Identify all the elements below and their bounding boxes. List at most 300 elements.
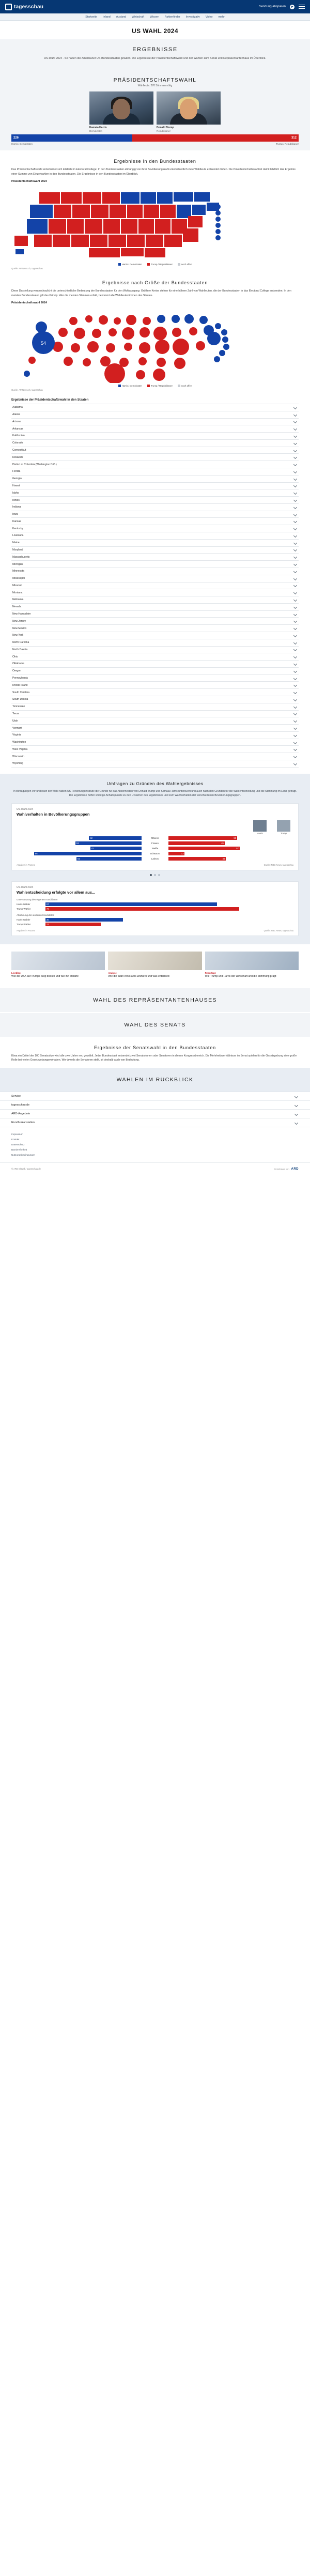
chevron-down-icon xyxy=(293,541,297,545)
footer-section-label: Service xyxy=(11,1095,21,1098)
chevron-down-icon xyxy=(293,705,297,709)
chevron-down-icon xyxy=(293,747,297,751)
chevron-down-icon xyxy=(293,427,297,431)
bar-harris-value: 52 xyxy=(76,857,142,861)
chevron-down-icon xyxy=(293,577,297,580)
row-category: Männer xyxy=(151,837,159,840)
band-house-of-representatives[interactable]: WAHL DES REPRÄSENTANTENHAUSES xyxy=(0,988,310,1012)
chevron-down-icon xyxy=(293,712,297,715)
chevron-down-icon xyxy=(293,619,297,623)
state-label: Nevada xyxy=(12,605,22,609)
chevron-down-icon xyxy=(293,755,297,758)
chevron-down-icon xyxy=(293,648,297,651)
row-label: Trump-Wähler xyxy=(17,908,31,911)
state-row-29[interactable] xyxy=(11,611,299,618)
state-label: Maryland xyxy=(12,548,23,551)
chevron-down-icon xyxy=(293,555,297,559)
state-row-32[interactable] xyxy=(11,632,299,639)
chevron-down-icon xyxy=(293,513,297,516)
state-row-24[interactable] xyxy=(11,575,299,582)
state-label: Missouri xyxy=(12,584,22,587)
chevron-down-icon xyxy=(293,598,297,602)
carousel-dot-1[interactable] xyxy=(154,874,156,876)
survey-row-3 xyxy=(17,852,293,855)
chevron-down-icon xyxy=(293,584,297,587)
tagesschau-mark-icon xyxy=(5,4,12,10)
state-label: Ohio xyxy=(12,655,18,658)
nav-item-1[interactable]: Inland xyxy=(103,15,111,19)
state-label: Delaware xyxy=(12,455,24,459)
chevron-down-icon xyxy=(293,662,297,666)
reason-row-1 xyxy=(17,907,293,911)
state-row-39[interactable] xyxy=(11,682,299,689)
chevron-down-icon xyxy=(293,591,297,594)
state-row-25[interactable] xyxy=(11,582,299,590)
electoral-bar-harris: 226 xyxy=(11,134,132,142)
chevron-down-icon xyxy=(293,726,297,730)
mini-photo-harris xyxy=(253,820,267,832)
electoral-bar-caption xyxy=(0,142,310,150)
copyright-text: © ARD-aktuell / tagesschau.de xyxy=(11,1168,41,1171)
page-title: US WAHL 2024 xyxy=(132,27,178,35)
footer-section-0[interactable] xyxy=(0,1092,310,1101)
state-label: Hawaii xyxy=(12,484,21,487)
state-row-27[interactable] xyxy=(11,596,299,604)
us-bubble-svg xyxy=(11,305,299,383)
chevron-down-icon xyxy=(293,548,297,551)
state-results-heading: Ergebnisse in den Bundesstaaten xyxy=(114,158,196,164)
chevron-down-icon xyxy=(293,498,297,502)
row-value: 67 xyxy=(45,902,217,906)
state-row-11[interactable] xyxy=(11,483,299,490)
bar-trump-value: 55 xyxy=(168,836,237,840)
legend-open: noch offen xyxy=(178,263,192,266)
state-row-30[interactable] xyxy=(11,618,299,625)
state-label: Massachusetts xyxy=(12,555,30,559)
page-root xyxy=(0,0,310,1178)
state-row-15[interactable] xyxy=(11,511,299,518)
candidate-harris xyxy=(89,91,153,132)
card-foot-right: Quelle: NBC News, tagesschau xyxy=(264,929,293,932)
teaser-image xyxy=(108,952,202,970)
footer-link-4[interactable]: Nutzungsbedingungen xyxy=(11,1153,35,1156)
state-label: Tennessee xyxy=(12,705,25,709)
candidate-trump xyxy=(157,91,221,132)
state-row-3[interactable] xyxy=(11,425,299,433)
state-row-22[interactable] xyxy=(11,561,299,568)
footer-accordion xyxy=(0,1092,310,1127)
row-value: 76 xyxy=(45,907,239,911)
us-choropleth-map[interactable] xyxy=(11,184,299,262)
carousel-dot-2[interactable] xyxy=(158,874,160,876)
state-label: Washington xyxy=(12,741,26,744)
chevron-down-icon xyxy=(293,441,297,445)
chevron-down-icon xyxy=(293,562,297,566)
states-list-title: Ergebnisse der Präsidentschaftswahl in den Staaten xyxy=(11,398,89,402)
state-row-28[interactable] xyxy=(11,604,299,611)
teaser-text: Wie Trump und Harris der Wirtschaft und die Stimmung prägt xyxy=(205,975,276,978)
chevron-down-icon xyxy=(293,519,297,523)
chevron-down-icon xyxy=(295,1103,298,1107)
nav-item-3[interactable]: Wirtschaft xyxy=(132,15,145,19)
bar-harris-value: 42 xyxy=(89,836,142,840)
chevron-down-icon xyxy=(293,634,297,637)
bar-trump-value: 46 xyxy=(168,857,226,861)
state-label: Michigan xyxy=(12,562,23,566)
card-kicker: US-Wahl 2024 xyxy=(17,808,34,811)
state-row-36[interactable] xyxy=(11,661,299,668)
footer-section-2[interactable] xyxy=(0,1110,310,1118)
state-row-8[interactable] xyxy=(11,461,299,468)
state-row-13[interactable] xyxy=(11,497,299,504)
candidate-name-harris: Kamala Harris xyxy=(89,126,107,129)
nav-item-2[interactable]: Ausland xyxy=(116,15,127,19)
chevron-down-icon xyxy=(293,698,297,701)
chevron-down-icon xyxy=(293,505,297,509)
candidate-name-trump: Donald Trump xyxy=(157,126,174,129)
state-label: Mississippi xyxy=(12,577,25,580)
row-category: Latinos xyxy=(151,857,159,861)
state-row-26[interactable] xyxy=(11,589,299,596)
chevron-down-icon xyxy=(293,455,297,459)
legend-trump: Trump / Republikaner xyxy=(147,263,173,266)
state-row-4[interactable] xyxy=(11,433,299,440)
size-results-section xyxy=(0,272,310,393)
card-foot-left: Angaben in Prozent xyxy=(17,929,35,932)
chevron-down-icon xyxy=(293,484,297,487)
state-row-12[interactable] xyxy=(11,489,299,497)
state-label: Alaska xyxy=(12,413,21,417)
row-value: 30 xyxy=(45,918,123,922)
footer-link-0[interactable]: Impressum xyxy=(11,1132,23,1136)
footer-link-1[interactable]: Kontakt xyxy=(11,1138,20,1141)
chevron-down-icon xyxy=(293,683,297,687)
mini-photo-trump xyxy=(277,820,290,832)
row-category: Frauen xyxy=(151,842,159,845)
state-row-38[interactable] xyxy=(11,675,299,682)
survey-row-1 xyxy=(17,841,293,845)
bar-trump-value: 45 xyxy=(168,841,225,845)
card-footer xyxy=(17,864,293,866)
chevron-down-icon xyxy=(293,470,297,473)
footer-section-1[interactable] xyxy=(0,1101,310,1110)
senate-section xyxy=(0,1037,310,1068)
state-label: Illinois xyxy=(12,498,20,502)
chevron-down-icon xyxy=(295,1095,298,1098)
state-row-37[interactable] xyxy=(11,668,299,675)
state-label: Arkansas xyxy=(12,427,23,431)
row-label: Harris-Wähler xyxy=(17,918,30,921)
bubble-legend-open: noch offen xyxy=(178,385,192,387)
state-row-23[interactable] xyxy=(11,568,299,575)
carousel-dot-0[interactable] xyxy=(150,874,152,876)
footer-link-2[interactable]: Datenschutz xyxy=(11,1143,25,1146)
reason-row-0 xyxy=(17,902,293,906)
state-label: South Dakota xyxy=(12,698,28,701)
state-row-16[interactable] xyxy=(11,518,299,525)
size-results-heading: Ergebnisse nach Größe der Bundesstaaten xyxy=(102,280,208,285)
play-broadcast-label[interactable]: Sendung abspielen xyxy=(259,5,286,8)
state-label: Iowa xyxy=(12,513,18,516)
state-row-21[interactable] xyxy=(11,554,299,561)
bar-harris-value: 86 xyxy=(34,852,142,855)
state-label: Indiana xyxy=(12,505,21,509)
state-row-50[interactable] xyxy=(11,760,299,768)
state-label: Georgia xyxy=(12,477,22,481)
state-row-34[interactable] xyxy=(11,647,299,654)
teaser-image xyxy=(205,952,299,970)
row-label: Trump-Wähler xyxy=(17,923,31,926)
state-row-31[interactable] xyxy=(11,625,299,632)
state-label: Idaho xyxy=(12,491,19,495)
state-row-6[interactable] xyxy=(11,447,299,454)
state-label: Kalifornien xyxy=(12,434,25,438)
bar-trump-value: 13 xyxy=(168,852,184,855)
row-category: Schwarze xyxy=(150,852,160,855)
state-row-0[interactable] xyxy=(11,404,299,411)
ard-attribution xyxy=(274,1167,299,1171)
chevron-down-icon xyxy=(293,449,297,452)
state-row-2[interactable] xyxy=(11,419,299,426)
state-row-20[interactable] xyxy=(11,547,299,554)
play-icon[interactable] xyxy=(290,5,295,9)
footer-section-label: ARD-Angebote xyxy=(11,1112,30,1116)
state-row-14[interactable] xyxy=(11,504,299,511)
state-label: Texas xyxy=(12,712,20,715)
chevron-down-icon xyxy=(293,534,297,538)
card-candidate-heads xyxy=(17,820,293,835)
us-bubble-map[interactable] xyxy=(11,305,299,383)
presidential-section xyxy=(0,70,310,150)
surveys-text: In Befragungen vor und nach der Wahl haben US-Forschungsinstitute die Gründe für das Abschneiden von Donald Trump und Kamala Harris untersucht und auch nach den Gründen für die Wahlentscheidung und die Stimmung im Land gefragt. Die Ergebnisse helfen wichtige Anhaltspunkte zu den Ursachen des Ergebnisses und zum Wahlverhalten der verschiedenen Bevölkerungsgruppen. xyxy=(13,789,297,798)
chevron-down-icon xyxy=(293,612,297,616)
state-row-18[interactable] xyxy=(11,532,299,540)
state-label: New Mexico xyxy=(12,626,27,630)
state-label: Rhode Island xyxy=(12,683,28,687)
teaser-row xyxy=(0,944,310,987)
top-bar-actions xyxy=(259,5,305,9)
card-title: Wahlentscheidung erfolgte vor allem aus... xyxy=(17,890,96,895)
map-legend xyxy=(11,262,299,266)
presidential-heading: PRÄSIDENTSCHAFTSWAHL xyxy=(113,77,197,83)
card-footer xyxy=(17,929,293,932)
ard-pre-label: Gemeinsam von xyxy=(274,1168,289,1171)
svg-text:54: 54 xyxy=(40,340,47,346)
bar-trump-value: 57 xyxy=(168,847,240,850)
bubble-legend-harris: Harris / Demokraten xyxy=(118,385,142,387)
state-label: Kentucky xyxy=(12,527,23,530)
nav-item-0[interactable]: Startseite xyxy=(85,15,97,19)
reason-row-2 xyxy=(17,918,293,922)
state-row-19[interactable] xyxy=(11,540,299,547)
footer-section-label: tagesschau.de xyxy=(11,1103,30,1107)
group2-label: Ablehnung des anderen Kandidaten xyxy=(17,914,55,917)
bubble-source: Quelle: AP/News.ch, tagesschau xyxy=(11,388,43,391)
card-title: Wahlverhalten in Bevölkerungsgruppen xyxy=(17,812,90,817)
candidate-photo-trump xyxy=(157,91,221,125)
chevron-down-icon xyxy=(293,762,297,765)
state-label: Vermont xyxy=(12,726,22,730)
state-label: New York xyxy=(12,634,24,637)
state-label: Utah xyxy=(12,719,18,723)
mini-head-harris xyxy=(253,820,267,835)
chevron-down-icon xyxy=(293,434,297,438)
state-label: Oregon xyxy=(12,669,21,673)
state-row-45[interactable] xyxy=(11,725,299,732)
survey-card-reason xyxy=(11,881,299,936)
state-row-9[interactable] xyxy=(11,468,299,476)
results-intro-text: US-Wahl 2024 - So haben die Amerikaner US-Bundesstaaten gewählt. Die Ergebnisse der Präsidentschaftswahl und der Wahlen zum Senat und Repräsentantenhaus im Überblick. xyxy=(44,57,266,60)
chevron-down-icon xyxy=(293,420,297,423)
state-label: Oklahoma xyxy=(12,662,24,666)
survey-row-2 xyxy=(17,847,293,850)
electoral-bar-trump: 312 xyxy=(132,134,299,142)
chevron-down-icon xyxy=(293,570,297,573)
survey-row-0 xyxy=(17,836,293,840)
state-label: Wyoming xyxy=(12,762,23,765)
mini-name-harris: Harris xyxy=(257,832,263,835)
main-navigation xyxy=(0,13,310,21)
bar-harris-value: 53 xyxy=(75,841,142,845)
card-foot-left: Angaben in Prozent xyxy=(17,864,35,867)
state-results-section xyxy=(0,150,310,272)
footer-section-label: Rundfunkanstalten xyxy=(11,1121,35,1125)
nav-item-6[interactable]: Investigativ xyxy=(185,15,200,19)
state-label: Kansas xyxy=(12,519,21,523)
bar-harris-value: 41 xyxy=(90,847,142,850)
survey-card-groups xyxy=(11,803,299,870)
row-value: 21 xyxy=(45,923,101,926)
group1-label: Unterstützung des eigenen Kandidaten xyxy=(17,898,58,901)
chevron-down-icon xyxy=(293,605,297,609)
state-row-40[interactable] xyxy=(11,689,299,696)
hamburger-icon[interactable] xyxy=(299,5,305,9)
band-senate[interactable]: WAHL DES SENATS xyxy=(0,1013,310,1037)
state-label: Alabama xyxy=(12,406,23,409)
state-label: Colorado xyxy=(12,441,23,445)
teaser-kicker: Liveblog xyxy=(11,972,21,975)
senate-heading: Ergebnisse der Senatswahl in den Bundesstaaten xyxy=(94,1045,216,1050)
nav-item-7[interactable]: Video xyxy=(205,15,213,19)
mini-name-trump: Trump xyxy=(281,832,287,835)
surveys-heading: Umfragen zu Gründen des Wahlergebnisses xyxy=(106,780,204,786)
row-label: Harris-Wähler xyxy=(17,902,30,906)
state-row-46[interactable] xyxy=(11,732,299,739)
chevron-down-icon xyxy=(293,641,297,645)
nav-item-8[interactable]: mehr xyxy=(218,15,225,19)
nav-item-4[interactable]: Wissen xyxy=(150,15,159,19)
chevron-down-icon xyxy=(293,527,297,530)
teaser-2[interactable] xyxy=(205,952,299,978)
state-row-35[interactable] xyxy=(11,653,299,661)
state-row-33[interactable] xyxy=(11,639,299,647)
chevron-down-icon xyxy=(293,691,297,694)
state-row-41[interactable] xyxy=(11,696,299,703)
chevron-down-icon xyxy=(293,741,297,744)
ard-logo: ARD xyxy=(291,1168,299,1171)
state-label: North Carolina xyxy=(12,641,29,645)
bubble-legend-trump: Trump / Republikaner xyxy=(147,385,173,387)
teaser-image xyxy=(11,952,105,970)
electoral-caption-left: Harris / Demokraten xyxy=(11,142,33,145)
state-label: Arizona xyxy=(12,420,21,423)
bubble-legend xyxy=(11,383,299,387)
state-row-43[interactable] xyxy=(11,711,299,718)
footer-link-3[interactable]: Barrierefreiheit xyxy=(11,1148,27,1151)
chevron-down-icon xyxy=(295,1112,298,1116)
chevron-down-icon xyxy=(293,413,297,417)
electoral-caption-right: Trump / Republikaner xyxy=(276,142,299,145)
carousel-dots xyxy=(11,870,299,876)
row-category: Weiße xyxy=(151,847,159,850)
state-label: Wisconsin xyxy=(12,755,24,758)
size-results-text: Diese Darstellung veranschaulicht die unterschiedliche Bedeutung der Bundesstaaten für den Wahlausgang: Größere Kreise stehen für eine höhere Zahl von Wahlleuten, die der Bundesstaaten in das Electoral College entsenden. In den meisten Bundesstaaten gilt das Prinzip: Wer die meisten Stimmen erhält, bekommt alle Wahlleutestimmen des Staates. xyxy=(11,289,291,297)
state-label: Connecticut xyxy=(12,449,26,452)
nav-item-5[interactable]: Faktenfinder xyxy=(164,15,180,19)
chevron-down-icon xyxy=(295,1121,298,1125)
brand-logo[interactable] xyxy=(5,4,43,10)
state-label: West Virginia xyxy=(12,747,28,751)
state-row-10[interactable] xyxy=(11,476,299,483)
map-source: Quelle: AP/News.ch, tagesschau xyxy=(11,267,43,270)
state-row-7[interactable] xyxy=(11,454,299,461)
top-bar xyxy=(0,0,310,13)
results-intro-section xyxy=(0,39,310,70)
state-row-49[interactable] xyxy=(11,753,299,760)
chevron-down-icon xyxy=(293,677,297,680)
states-accordion xyxy=(11,404,299,768)
state-label: Minnesota xyxy=(12,570,25,573)
chevron-down-icon xyxy=(293,655,297,658)
bubble-map-label: Präsidentschaftswahl 2024 xyxy=(11,301,47,304)
candidate-party-trump: Republikaner xyxy=(157,129,171,132)
footer-section-3[interactable] xyxy=(0,1118,310,1127)
teaser-kicker: Reportage xyxy=(205,972,216,975)
state-label: Maine xyxy=(12,541,20,545)
card-kicker: US-Wahl 2024 xyxy=(17,886,34,890)
state-results-text: Das Präsidentschaftswahl entscheidet sich letztlich im Electoral College: In den Bundesstaaten abhängig von ihrer Bevölkerungszahl unterschiedlich viele Wahlleute entsendet dürfen. Die Präsidentschaftswahl ist damit letztlich das Ergebnis einer Summe von Einzelwahlen in den Bundesstaaten. Die Ergebnisse in den Bundesstaaten im Überblick. xyxy=(11,167,296,176)
state-label: District of Columbia (Washington D.C.) xyxy=(12,463,57,466)
state-label: New Jersey xyxy=(12,619,26,623)
footer-bottom xyxy=(0,1162,310,1178)
state-row-1[interactable] xyxy=(11,411,299,419)
state-label: Virginia xyxy=(12,733,21,737)
chevron-down-icon xyxy=(293,719,297,723)
state-row-47[interactable] xyxy=(11,739,299,746)
state-row-5[interactable] xyxy=(11,440,299,447)
state-row-44[interactable] xyxy=(11,717,299,725)
teaser-0[interactable] xyxy=(11,952,105,978)
chevron-down-icon xyxy=(293,463,297,466)
teaser-kicker: Analyse xyxy=(108,972,117,975)
senate-text: Etwa ein Drittel der 100 Senatssitze wird alle zwei Jahre neu gewählt. Jeder Bundesstaat entsendet zwei Senatorinnen oder Senatoren in diesen Kongressbereich. Die Mehrheitsverhältnisse im Senat spielen für die Gesetzgebung eine große Rolle bei vielen Gesetzgebungsvorhaben. Wer jeweils die Senatoren stellt, ist deshalb auch von Bedeutung. xyxy=(11,1054,297,1062)
chevron-down-icon xyxy=(293,669,297,673)
state-row-48[interactable] xyxy=(11,746,299,753)
band-past-elections[interactable]: WAHLEN IM RÜCKBLICK xyxy=(0,1068,310,1092)
state-label: North Dakota xyxy=(12,648,28,651)
chevron-down-icon xyxy=(293,477,297,481)
chevron-down-icon xyxy=(293,406,297,409)
teaser-1[interactable] xyxy=(108,952,202,978)
us-map-svg xyxy=(11,184,299,262)
results-intro-heading: ERGEBNISSE xyxy=(132,47,178,53)
state-row-17[interactable] xyxy=(11,525,299,532)
card-foot-right: Quelle: NBC News, tagesschau xyxy=(264,864,293,867)
candidate-row xyxy=(0,91,310,132)
state-row-42[interactable] xyxy=(11,703,299,711)
teaser-text: Wie die USA auf Trumps Sieg blicken und wie ihn erklärte xyxy=(11,975,79,978)
chevron-down-icon xyxy=(293,733,297,737)
